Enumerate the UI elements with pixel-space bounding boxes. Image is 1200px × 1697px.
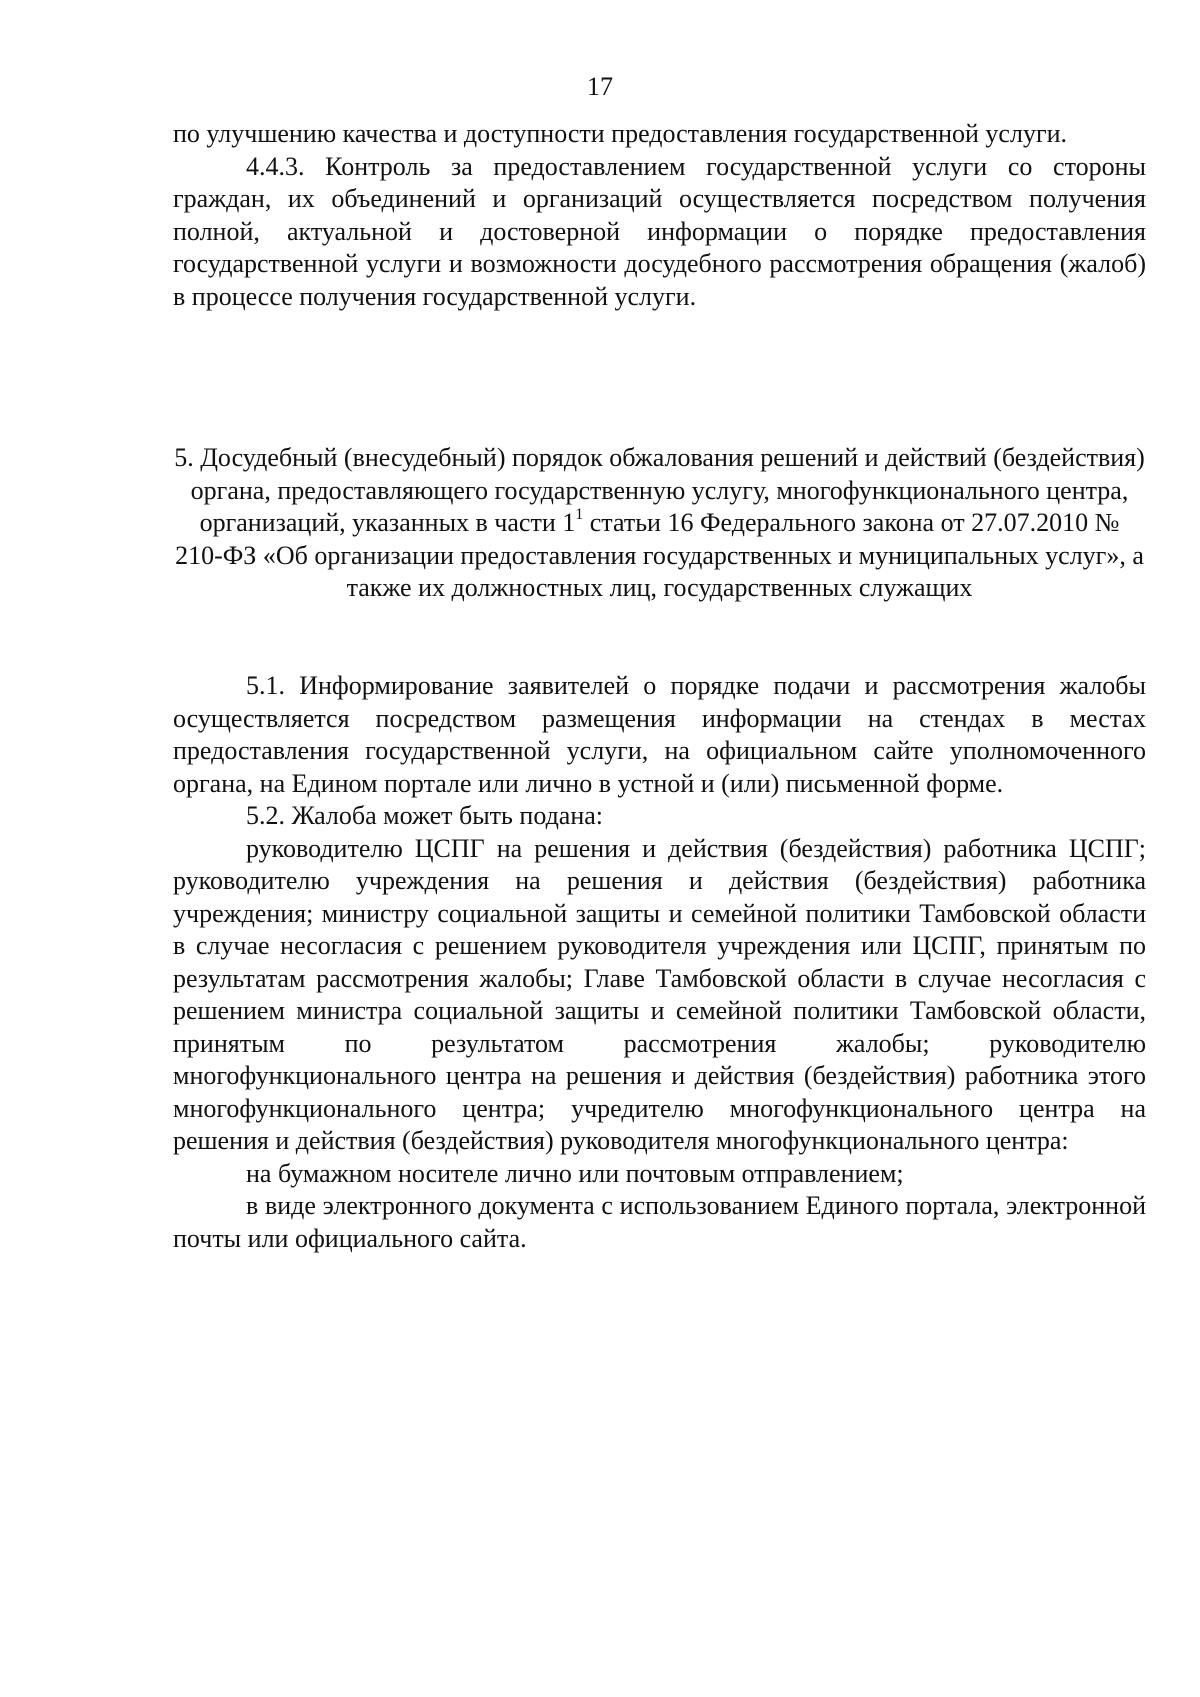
paragraph-electronic-form: в виде электронного документа с использованием Единого портала, электронной почты или официального сайта. xyxy=(173,1191,1146,1253)
paragraph-recipients: руководителю ЦСПГ на решения и действия (бездействия) работника ЦСПГ; руководителю учреждения на решения и действия (бездействия) работника учреждения; министру социальной защиты и семейной политики Тамбовской области в случае несогласия с решением руководителя учреждения или ЦСПГ, принятым по результатам рассмотрения жалобы; Главе Тамбовской области в случае несогласия с решением министра социальной защиты и семейной политики Тамбовской области, принятым по результатом рассмотрения жалобы; руководителю многофункционального центра на решения и действия (бездействия) работника этого многофункционального центра; учредителю многофункционального центра на решения и действия (бездействия) руководителя многофункционального центра: xyxy=(173,833,1146,1155)
section-heading-5 xyxy=(173,442,1146,605)
text-block-bottom xyxy=(173,670,1146,1255)
heading-text-part-2: статьи 16 Федерального закона от 27.07.2010 № 210-ФЗ «Об организации предоставления государственных и муниципальных услуг», а также их должностных лиц, государственных служащих xyxy=(175,508,1144,602)
paragraph-continuation: по улучшению качества и доступности предоставления государственной услуги. xyxy=(173,119,1068,148)
paragraph-paper-form: на бумажном носителе лично или почтовым отправлением; xyxy=(246,1158,904,1188)
text-block-top xyxy=(173,118,1146,313)
paragraph-4-4-3: 4.4.3. Контроль за предоставлением государственной услуги со стороны граждан, их объединений и организаций осуществляется посредством получения полной, актуальной и достоверной информации о порядке предоставления государственной услуги и возможности досудебного рассмотрения обращения (жалоб) в процессе получения государственной услуги. xyxy=(173,151,1146,311)
page-number: 17 xyxy=(587,72,613,101)
heading-text-part-1: 5. Досудебный (внесудебный) порядок обжалования решений и действий (бездействия) органа, предоставляющего государственную услугу, многофункционального центра, организаций, указанных в части 1 xyxy=(174,443,1145,537)
paragraph-5-2: 5.2. Жалоба может быть подана: xyxy=(246,801,604,830)
paragraph-5-1: 5.1. Информирование заявителей о порядке подачи и рассмотрения жалобы осуществляется посредством размещения информации на стендах в местах предоставления государственной услуги, на официальном сайте уполномоченного органа, на Едином портале или лично в устной и (или) письменной форме. xyxy=(173,671,1146,798)
heading-superscript: 1 xyxy=(575,506,584,524)
